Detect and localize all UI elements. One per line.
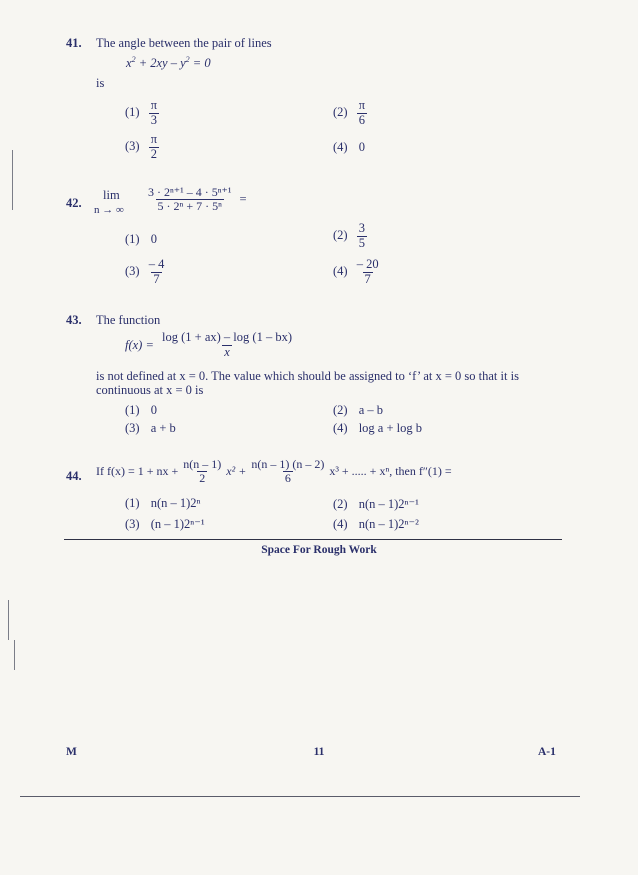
q44-number: 44. [66, 469, 82, 483]
footer-right: A-1 [538, 746, 556, 758]
q43-option-1[interactable]: (1) 0 [125, 403, 157, 417]
scan-mark [12, 150, 13, 210]
scan-mark [14, 640, 15, 670]
q42-number: 42. [66, 196, 82, 210]
q43-line-1: is not defined at x = 0. The value which should be assigned to ‘f’ at x = 0 so that it is [96, 369, 519, 383]
scan-mark [8, 600, 9, 640]
q41-stem: The angle between the pair of lines [96, 36, 272, 50]
q41-option-4[interactable]: (4) 0 [333, 140, 365, 154]
rough-work-label: Space For Rough Work [261, 544, 377, 556]
q43-option-3[interactable]: (3) a + b [125, 421, 176, 435]
footer-left: M [66, 746, 77, 758]
rough-work-divider [64, 539, 562, 540]
q42-lim-word: lim [103, 188, 120, 202]
q43-option-2[interactable]: (2) a – b [333, 403, 384, 417]
q42-fraction: $\frac{\text{3 · 2ⁿ⁺¹ – 4 · 5ⁿ⁺¹}}{\text{5 · 2ⁿ + 7 · 5ⁿ}}$ = [148, 185, 247, 214]
q41-option-1[interactable]: (1) $\frac{\pi}{3}$ [125, 98, 158, 127]
q44-option-3[interactable]: (3) (n – 1)2ⁿ⁻¹ [125, 517, 205, 531]
q42-option-4[interactable]: (4) $\frac{- 20}{7}$ [333, 257, 379, 286]
q41-equation: $x^2 + 2xy - y^2 = 0$ [126, 54, 211, 70]
q43-stem: The function [96, 313, 161, 327]
q42-option-2[interactable]: (2) $\frac{3}{5}$ [333, 221, 365, 250]
bottom-scan-line [20, 796, 580, 797]
q41-option-2[interactable]: (2) $\frac{\pi}{6}$ [333, 98, 366, 127]
q42-option-3[interactable]: (3) $\frac{- 4}{7}$ [125, 257, 165, 286]
q42-lim-sub: n → ∞ [94, 204, 124, 216]
q44-option-1[interactable]: (1) n(n – 1)2ⁿ [125, 496, 201, 510]
q41-option-3[interactable]: (3) $\frac{\pi}{2}$ [125, 132, 158, 161]
q43-function: f(x) = $\frac{\log (1 + ax) - \log (1 - bx)}{x}$ [125, 330, 292, 359]
q41-number: 41. [66, 36, 82, 50]
q43-line-2: continuous at x = 0 is [96, 383, 204, 397]
q44-option-2[interactable]: (2) n(n – 1)2ⁿ⁻¹ [333, 497, 419, 511]
q44-stem: If f(x) = 1 + nx + $\frac{n(n - 1)}{2}$ x² + $\frac{n(n - 1) (n - 2)}{6}$ x³ + ..... + xⁿ, then f″(1) = [96, 457, 452, 486]
q43-option-4[interactable]: (4) log a + log b [333, 421, 422, 435]
q42-option-1[interactable]: (1) 0 [125, 232, 157, 246]
q41-tail: is [96, 76, 105, 90]
page-number: 11 [313, 746, 325, 758]
q43-number: 43. [66, 313, 82, 327]
q44-option-4[interactable]: (4) n(n – 1)2ⁿ⁻² [333, 517, 419, 531]
